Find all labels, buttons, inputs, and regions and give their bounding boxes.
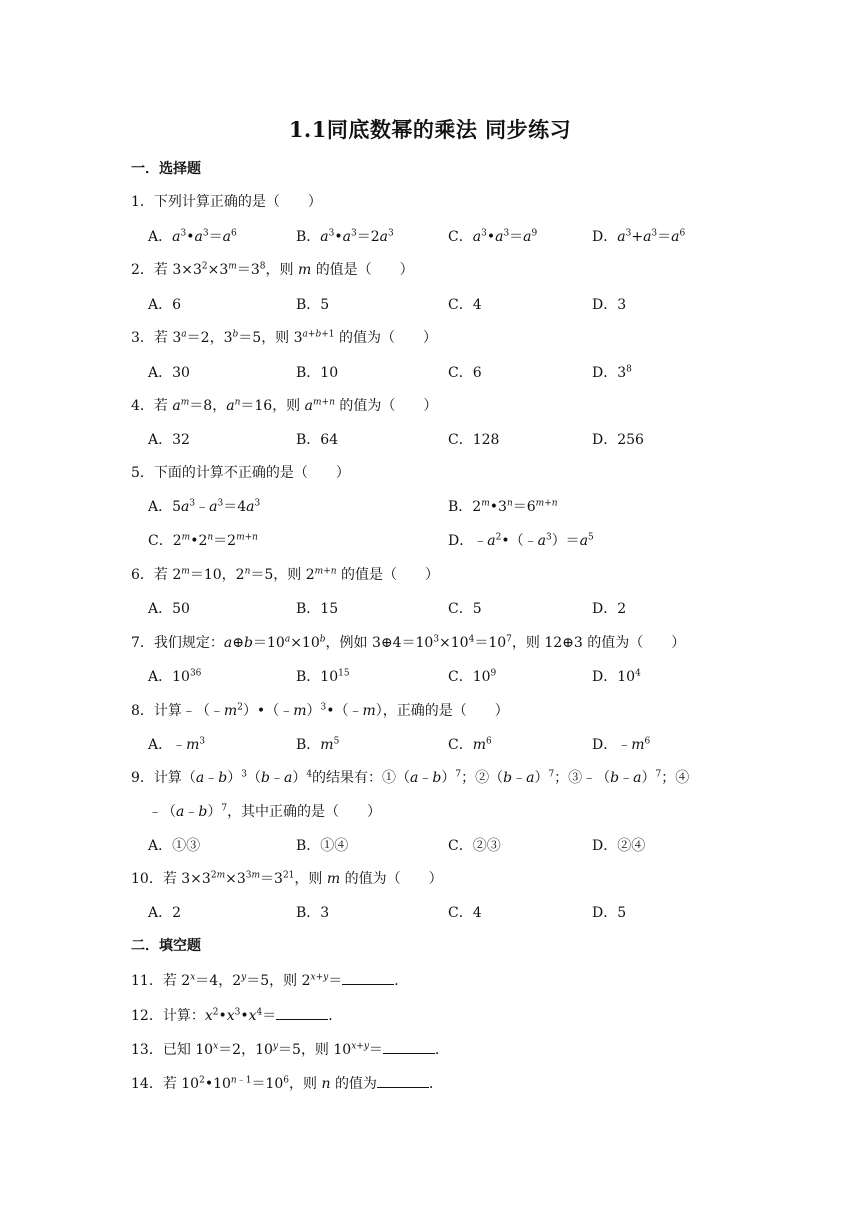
options-6 — [148, 598, 748, 618]
option-6a[interactable]: A．50 — [148, 601, 190, 617]
question-3: 3．若 $3^a=2$，$3^b=5$，则 $3^{a+b+1}$ 的值为（ ） — [131, 329, 437, 346]
answer-blank-12[interactable] — [276, 1007, 328, 1020]
option-7d[interactable]: D．$10^4$ — [592, 668, 641, 685]
option-6d[interactable]: D．2 — [592, 601, 627, 617]
option-1a[interactable]: A．$a^3•a^3=a^6$ — [148, 228, 237, 245]
option-2c[interactable]: C．4 — [448, 297, 482, 313]
option-1d[interactable]: D．$a^3+a^3=a^6$ — [592, 228, 686, 245]
option-7c[interactable]: C．$10^9$ — [448, 668, 497, 685]
option-7a[interactable]: A．$10^{36}$ — [148, 668, 202, 685]
option-5c[interactable]: C．$2^m•2^n=2^{m+n}$ — [148, 532, 258, 549]
answer-blank-14[interactable] — [377, 1075, 429, 1088]
option-10a[interactable]: A．2 — [148, 905, 182, 921]
question-2: 2．若 $3\times 3^2\times 3^m=3^8$，则 m 的值是（ ） — [131, 261, 414, 278]
question-7: 7．我们规定：$a\oplus b=10^a\times 10^b$，例如 $3\oplus 4=10^3\times 10^4=10^7$，则 12⊕3 的值为（ ） — [131, 634, 686, 651]
option-10c[interactable]: C．4 — [448, 905, 482, 921]
section-fill: 二．填空题 — [131, 938, 201, 954]
section-choice: 一．选择题 — [131, 161, 201, 177]
option-3d[interactable]: D．$3^8$ — [592, 364, 632, 381]
option-2a[interactable]: A．6 — [148, 297, 182, 313]
option-8c[interactable]: C．$m^6$ — [448, 736, 492, 753]
option-10b[interactable]: B．3 — [296, 905, 330, 921]
option-2b[interactable]: B．5 — [296, 297, 330, 313]
options-7 — [148, 666, 748, 686]
question-10: 10．若 $3\times 3^{2m}\times 3^{3m}=3^{21}$，则 m 的值为（ ） — [131, 870, 443, 887]
options-5-row1 — [148, 496, 748, 516]
question-12: 12．计算：$x^2•x^3•x^4=$ ． — [131, 1007, 343, 1024]
question-4: 4．若 $a^m=8$，$a^n=16$，则 $a^{m+n}$ 的值为（ ） — [131, 397, 438, 414]
option-1c[interactable]: C．$a^3•a^3=a^9$ — [448, 228, 538, 245]
options-9 — [148, 835, 748, 855]
option-1b[interactable]: B．$a^3•a^3=2a^3$ — [296, 228, 394, 245]
option-4c[interactable]: C．128 — [448, 432, 500, 448]
question-9-line2: ﹣（a﹣b）$^7$，其中正确的是（ ） — [148, 803, 382, 820]
option-5d[interactable]: D．$﹣a^2•(﹣a^3)=a^5$ — [448, 532, 594, 549]
options-10 — [148, 902, 748, 922]
question-9-line1: 9．计算（a﹣b）$^3$（b﹣a）$^4$的结果有：①（a﹣b）$^7$；②（b﹣a）$^7$；③﹣（b﹣a）$^7$；④ — [131, 769, 690, 786]
option-4b[interactable]: B．64 — [296, 432, 339, 448]
question-1: 1．下列计算正确的是（ ） — [131, 194, 322, 210]
options-1 — [148, 226, 748, 246]
option-9b[interactable]: B．①④ — [296, 838, 349, 854]
option-7b[interactable]: B．$10^{15}$ — [296, 668, 350, 685]
question-14: 14．若 $10^2•10^{n﹣1}=10^6$，则 n 的值为 ． — [131, 1075, 443, 1092]
question-6: 6．若 $2^m=10$，$2^n=5$，则 $2^{m+n}$ 的值是（ ） — [131, 566, 439, 583]
option-3b[interactable]: B．10 — [296, 365, 339, 381]
options-5-row2 — [148, 530, 748, 550]
option-3a[interactable]: A．30 — [148, 365, 190, 381]
option-2d[interactable]: D．3 — [592, 297, 627, 313]
option-10d[interactable]: D．5 — [592, 905, 627, 921]
option-9c[interactable]: C．②③ — [448, 838, 501, 854]
option-8b[interactable]: B．$m^5$ — [296, 736, 340, 753]
option-5b[interactable]: B．$2^m•3^n=6^{m+n}$ — [448, 498, 558, 515]
answer-blank-13[interactable] — [383, 1041, 435, 1054]
page-title: 1.1同底数幂的乘法 同步练习 — [288, 117, 572, 142]
options-4 — [148, 429, 748, 449]
question-11: 11．若 $2^x=4$，$2^y=5$，则 $2^{x+y}=$ ． — [131, 972, 409, 989]
option-9a[interactable]: A．①③ — [148, 838, 201, 854]
option-3c[interactable]: C．6 — [448, 365, 482, 381]
option-6b[interactable]: B．15 — [296, 601, 339, 617]
question-5: 5．下面的计算不正确的是（ ） — [131, 465, 350, 481]
option-4a[interactable]: A．32 — [148, 432, 190, 448]
option-4d[interactable]: D．256 — [592, 432, 644, 448]
question-13: 13．已知 $10^x=2$，$10^y=5$，则 $10^{x+y}=$ ． — [131, 1041, 449, 1058]
answer-blank-11[interactable] — [342, 972, 394, 985]
option-8a[interactable]: A．$﹣m^3$ — [148, 736, 206, 753]
option-8d[interactable]: D．$﹣m^6$ — [592, 736, 651, 753]
option-6c[interactable]: C．5 — [448, 601, 482, 617]
option-9d[interactable]: D．②④ — [592, 838, 646, 854]
options-8 — [148, 734, 748, 754]
options-2 — [148, 294, 748, 314]
question-8: 8．计算$﹣(﹣m^2)•(﹣m)^3•(﹣m)$，正确的是（ ） — [131, 702, 509, 719]
option-5a[interactable]: A．$5a^3﹣a^3=4a^3$ — [148, 498, 261, 515]
options-3 — [148, 362, 748, 382]
